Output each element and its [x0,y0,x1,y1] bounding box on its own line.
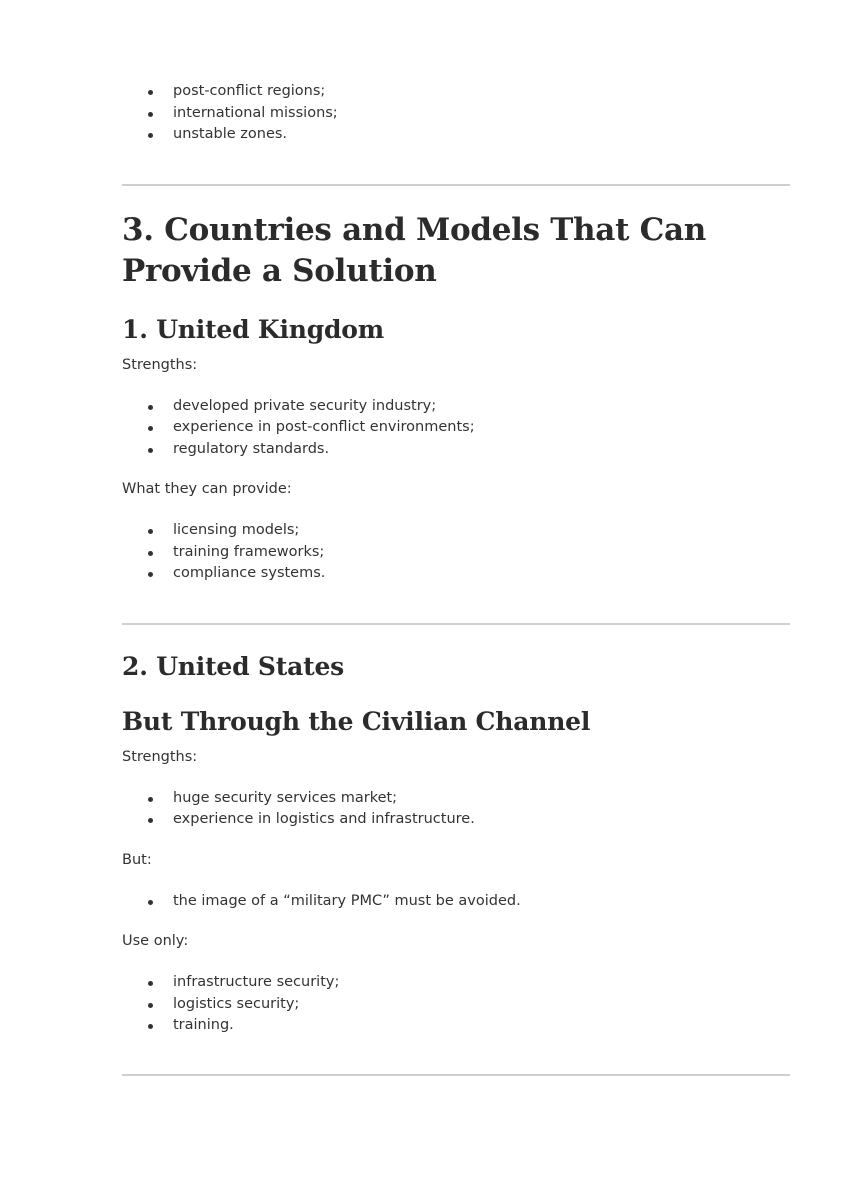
list-item: experience in post-conflict environments; [122,417,790,439]
us-heading: 2. United States [122,651,345,681]
section-divider [122,1074,790,1076]
list-item: huge security services market; [122,788,790,810]
us-use-list [122,972,790,1037]
list-item: developed private security industry; [122,396,790,418]
uk-heading: 1. United Kingdom [122,314,385,344]
section-title: 3. Countries and Models That Can Provide a Solution [122,211,706,289]
uk-provide-label: What they can provide: [122,481,292,497]
section-divider [122,623,790,625]
list-item: compliance systems. [122,563,790,585]
list-item: regulatory standards. [122,439,790,461]
us-strengths-label: Strengths: [122,748,198,765]
list-item: experience in logistics and infrastructure. [122,809,790,831]
uk-provide-list [122,520,790,585]
us-but-list [122,891,790,913]
list-item: training frameworks; [122,542,790,564]
list-item: unstable zones. [122,124,790,146]
list-item: logistics security; [122,994,790,1016]
document-page [122,0,790,1076]
us-but-label: But: [122,851,152,868]
list-item: infrastructure security; [122,972,790,994]
uk-strengths-label: Strengths: [122,356,198,373]
list-item: international missions; [122,103,790,125]
list-item: the image of a “military PMC” must be avoided. [122,891,790,913]
us-use-label: Use only: [122,933,189,949]
us-strengths-list [122,788,790,831]
list-item: training. [122,1015,790,1037]
section-divider [122,184,790,186]
list-item: post-conflict regions; [122,81,790,103]
list-item: licensing models; [122,520,790,542]
us-subheading: But Through the Civilian Channel [122,706,591,736]
regions-list [122,81,790,146]
uk-strengths-list [122,396,790,461]
